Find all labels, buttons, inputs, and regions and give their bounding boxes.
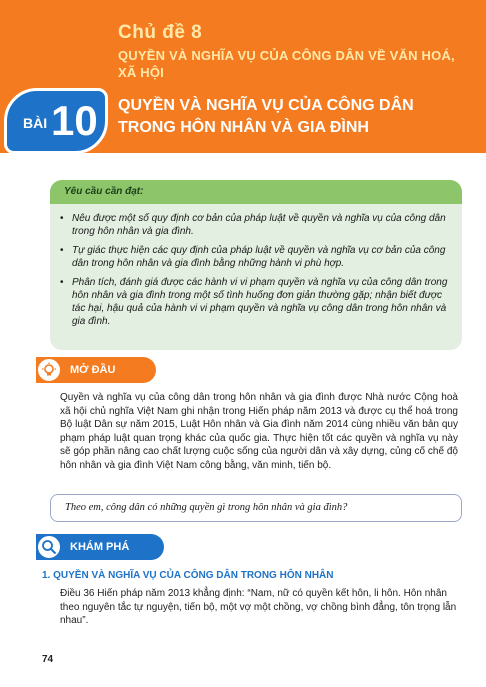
intro-paragraph: Quyền và nghĩa vụ của công dân trong hôn nhân và gia đình được Nhà nước Cộng hoà xã hội chủ nghĩa Việt Nam ghi nhận trong Hiến pháp năm 2013 và được cụ thể hoá trong Bộ luật Dân sự năm 2015, Luật Hôn nhân và Gia đình năm 2014 cùng nhiều văn bản quy phạm pháp luật quan trọng khác của quốc gia. Thực hiện tốt các quyền và nghĩa vụ này sẽ góp phần nâng cao chất lượng cuộc sống của người dân và xây dựng, củng cố chế độ hôn nhân và gia đình Việt Nam công bằng, văn minh, tiến bộ. [60, 392, 458, 471]
requirement-item: • Tự giác thực hiện các quy định của pháp luật về quyền và nghĩa vụ cơ bản của công dân trong hôn nhân và gia đình bằng những hành vi phù hợp. [60, 244, 452, 270]
lesson-word: BÀI [23, 115, 48, 131]
magnifier-icon [36, 534, 62, 560]
section-heading: 1. QUYỀN VÀ NGHĨA VỤ CỦA CÔNG DÂN TRONG HÔN NHÂN [42, 570, 334, 581]
topic-title: QUYỀN VÀ NGHĨA VỤ CỦA CÔNG DÂN VỀ VĂN HOÁ, XÃ HỘI [118, 48, 455, 80]
mo-dau-label: MỞ ĐẦU [70, 364, 116, 376]
requirements-header [50, 180, 462, 204]
lightbulb-icon [36, 357, 62, 383]
lesson-badge [4, 88, 108, 154]
body-paragraph: Điều 36 Hiến pháp năm 2013 khẳng định: “Nam, nữ có quyền kết hôn, li hôn. Hôn nhân theo nguyên tắc tự nguyện, tiến bộ, một vợ một chồng, vợ chồng bình đẳng, tôn trọng lẫn nhau”. [60, 588, 457, 627]
page-number: 74 [42, 654, 54, 665]
topic-number: Chủ đề 8 [118, 22, 203, 43]
requirement-item: • Nêu được một số quy định cơ bản của pháp luật về quyền và nghĩa vụ của công dân trong hôn nhân và gia đình. [60, 212, 452, 238]
requirements-list [60, 212, 452, 334]
question-text: Theo em, công dân có những quyền gì trong hôn nhân và gia đình? [65, 502, 348, 513]
requirements-box [50, 180, 462, 350]
kham-pha-label: KHÁM PHÁ [70, 541, 130, 553]
question-box [50, 494, 462, 522]
chapter-header [0, 0, 486, 163]
requirement-item: • Phân tích, đánh giá được các hành vi vi phạm quyền và nghĩa vụ của công dân trong hôn nhân và gia đình trong một số tình huống đơn giản thường gặp; nhận biết được tác hại, hậu quả của hành vi vi phạm quyền và nghĩa vụ công dân trong hôn nhân và gia đình. [60, 276, 452, 328]
lesson-number: 10 [51, 97, 98, 144]
lesson-title: QUYỀN VÀ NGHĨA VỤ CỦA CÔNG DÂN TRONG HÔN NHÂN VÀ GIA ĐÌNH [118, 97, 414, 136]
requirements-label: Yêu cầu cần đạt: [64, 186, 144, 197]
